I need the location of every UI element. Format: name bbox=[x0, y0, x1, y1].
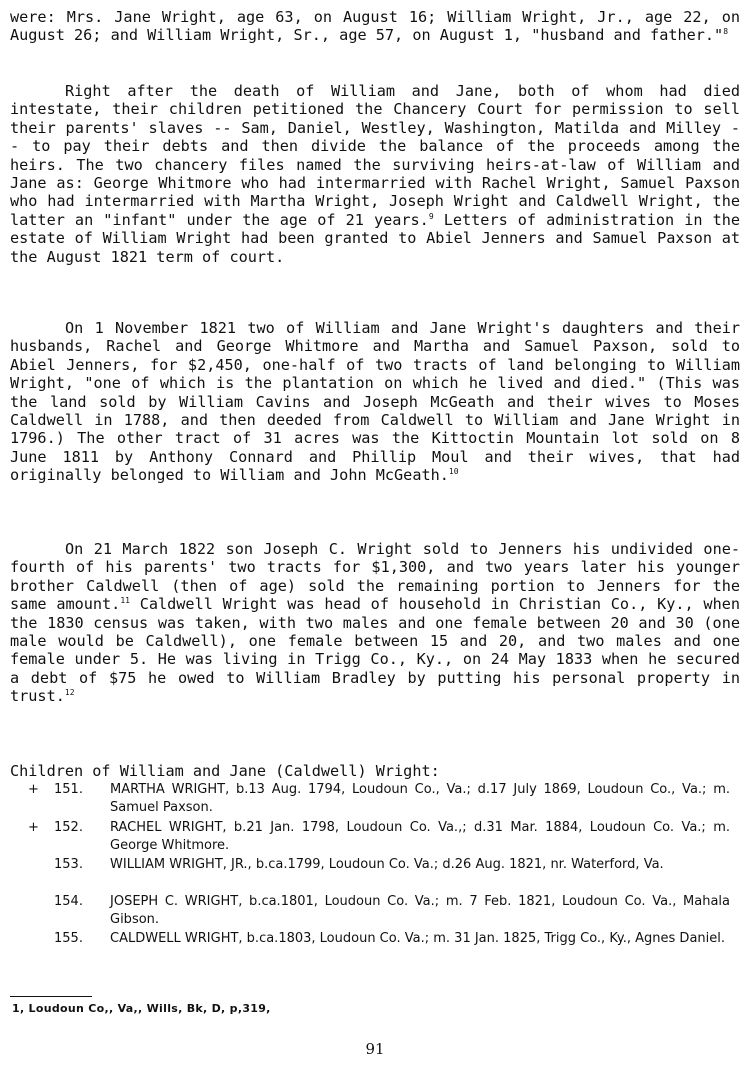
child-text: CALDWELL WRIGHT, b.ca.1803, Loudoun Co. Va.; m. 31 Jan. 1825, Trigg Co., Ky., Agnes Daniel. bbox=[110, 931, 725, 946]
paragraph-3 bbox=[10, 319, 740, 485]
child-text: JOSEPH C. WRIGHT, b.ca.1801, Loudoun Co. Va.; m. 7 Feb. 1821, Loudoun Co. Va., Mahala Gibson. bbox=[110, 894, 730, 927]
child-mark: + bbox=[28, 820, 39, 835]
footnote-ref-9: 9 bbox=[428, 211, 434, 221]
child-mark: + bbox=[28, 782, 39, 797]
footnote-ref-11: 11 bbox=[120, 596, 130, 606]
footnote-ref-10: 10 bbox=[448, 467, 459, 477]
child-text: MARTHA WRIGHT, b.13 Aug. 1794, Loudoun Co., Va.; d.17 July 1869, Loudoun Co., Va.; m. Samuel Paxson. bbox=[110, 782, 730, 815]
child-number: 155. bbox=[54, 931, 83, 946]
footnote: 1, Loudoun Co,, Va,, Wills, Bk, D, p,319, bbox=[12, 1002, 271, 1015]
paragraph-2-text: Right after the death of William and Jane, both of whom had died intestate, their children petitioned the Chancery Court for permission to sell their parents' slaves -- Sam, Daniel, Westley, Washington, Matilda and Milley -- to pay their debts and then divide the balance of the proceeds among the heirs. The two chancery files named the surviving heirs-at-law of William and Jane as: George Whitmore who had intermarried with Rachel Wright, Samuel Paxson who had intermarried with Martha Wright, Joseph Wright and Caldwell Wright, the latter an "infant" under the age of 21 years. bbox=[10, 82, 740, 229]
footnote-ref-12: 12 bbox=[64, 688, 75, 698]
paragraph-1-text: were: Mrs. Jane Wright, age 63, on August 16; William Wright, Jr., age 22, on August 26; and William Wright, Sr., age 57, on August 1, "husband and father." bbox=[10, 8, 740, 45]
child-number: 153. bbox=[54, 857, 83, 872]
paragraph-1 bbox=[10, 8, 740, 45]
paragraph-2-text-cont: Letters of administration in the estate of William Wright had been granted to Abiel Jenners and Samuel Paxson at the August 1821 term of court. bbox=[10, 210, 740, 266]
child-text: RACHEL WRIGHT, b.21 Jan. 1798, Loudoun Co. Va.,; d.31 Mar. 1884, Loudoun Co. Va.; m. George Whitmore. bbox=[110, 820, 730, 853]
child-number: 154. bbox=[54, 894, 83, 909]
child-text: WILLIAM WRIGHT, JR., b.ca.1799, Loudoun Co. Va.; d.26 Aug. 1821, nr. Waterford, Va. bbox=[110, 857, 664, 872]
child-number: 151. bbox=[54, 782, 83, 797]
paragraph-4-text-cont: Caldwell Wright was head of household in Christian Co., Ky., when the 1830 census was taken, with two males and one female between 20 and 30 (one male would be Caldwell), one female between 15 and 20, and two males and one female under 5. He was living in Trigg Co., Ky., on 24 May 1833 when he secured a debt of $75 he owed to William Bradley by putting his personal property in trust. bbox=[10, 595, 740, 706]
footnote-ref-8: 8 bbox=[723, 27, 729, 37]
child-number: 152. bbox=[54, 820, 83, 835]
paragraph-2 bbox=[10, 82, 740, 266]
children-heading: Children of William and Jane (Caldwell) Wright: bbox=[10, 762, 440, 780]
paragraph-3-text: On 1 November 1821 two of William and Jane Wright's daughters and their husbands, Rachel and George Whitmore and Martha and Samuel Paxson, sold to Abiel Jenners, for $2,450, one-half of two tracts of land belonging to William Wright, "one of which is the plantation on which he lived and died." (This was the land sold by William Cavins and Joseph McGeath and their wives to Moses Caldwell in 1788, and then deeded from Caldwell to William and Jane Wright in 1796.) The other tract of 31 acres was the Kittoctin Mountain lot sold on 8 June 1811 by Anthony Connard and Phillip Moul and their wives, that had originally belonged to William and John McGeath. bbox=[10, 319, 740, 485]
paragraph-4-text: On 21 March 1822 son Joseph C. Wright sold to Jenners his undivided one-fourth of his parents' two tracts for $1,300, and two years later his younger brother Caldwell (then of age) sold the remaining portion to Jenners for the same amount. bbox=[10, 540, 740, 614]
paragraph-4 bbox=[10, 540, 740, 706]
page-number: 91 bbox=[365, 1040, 385, 1058]
footnote-divider bbox=[10, 996, 92, 997]
